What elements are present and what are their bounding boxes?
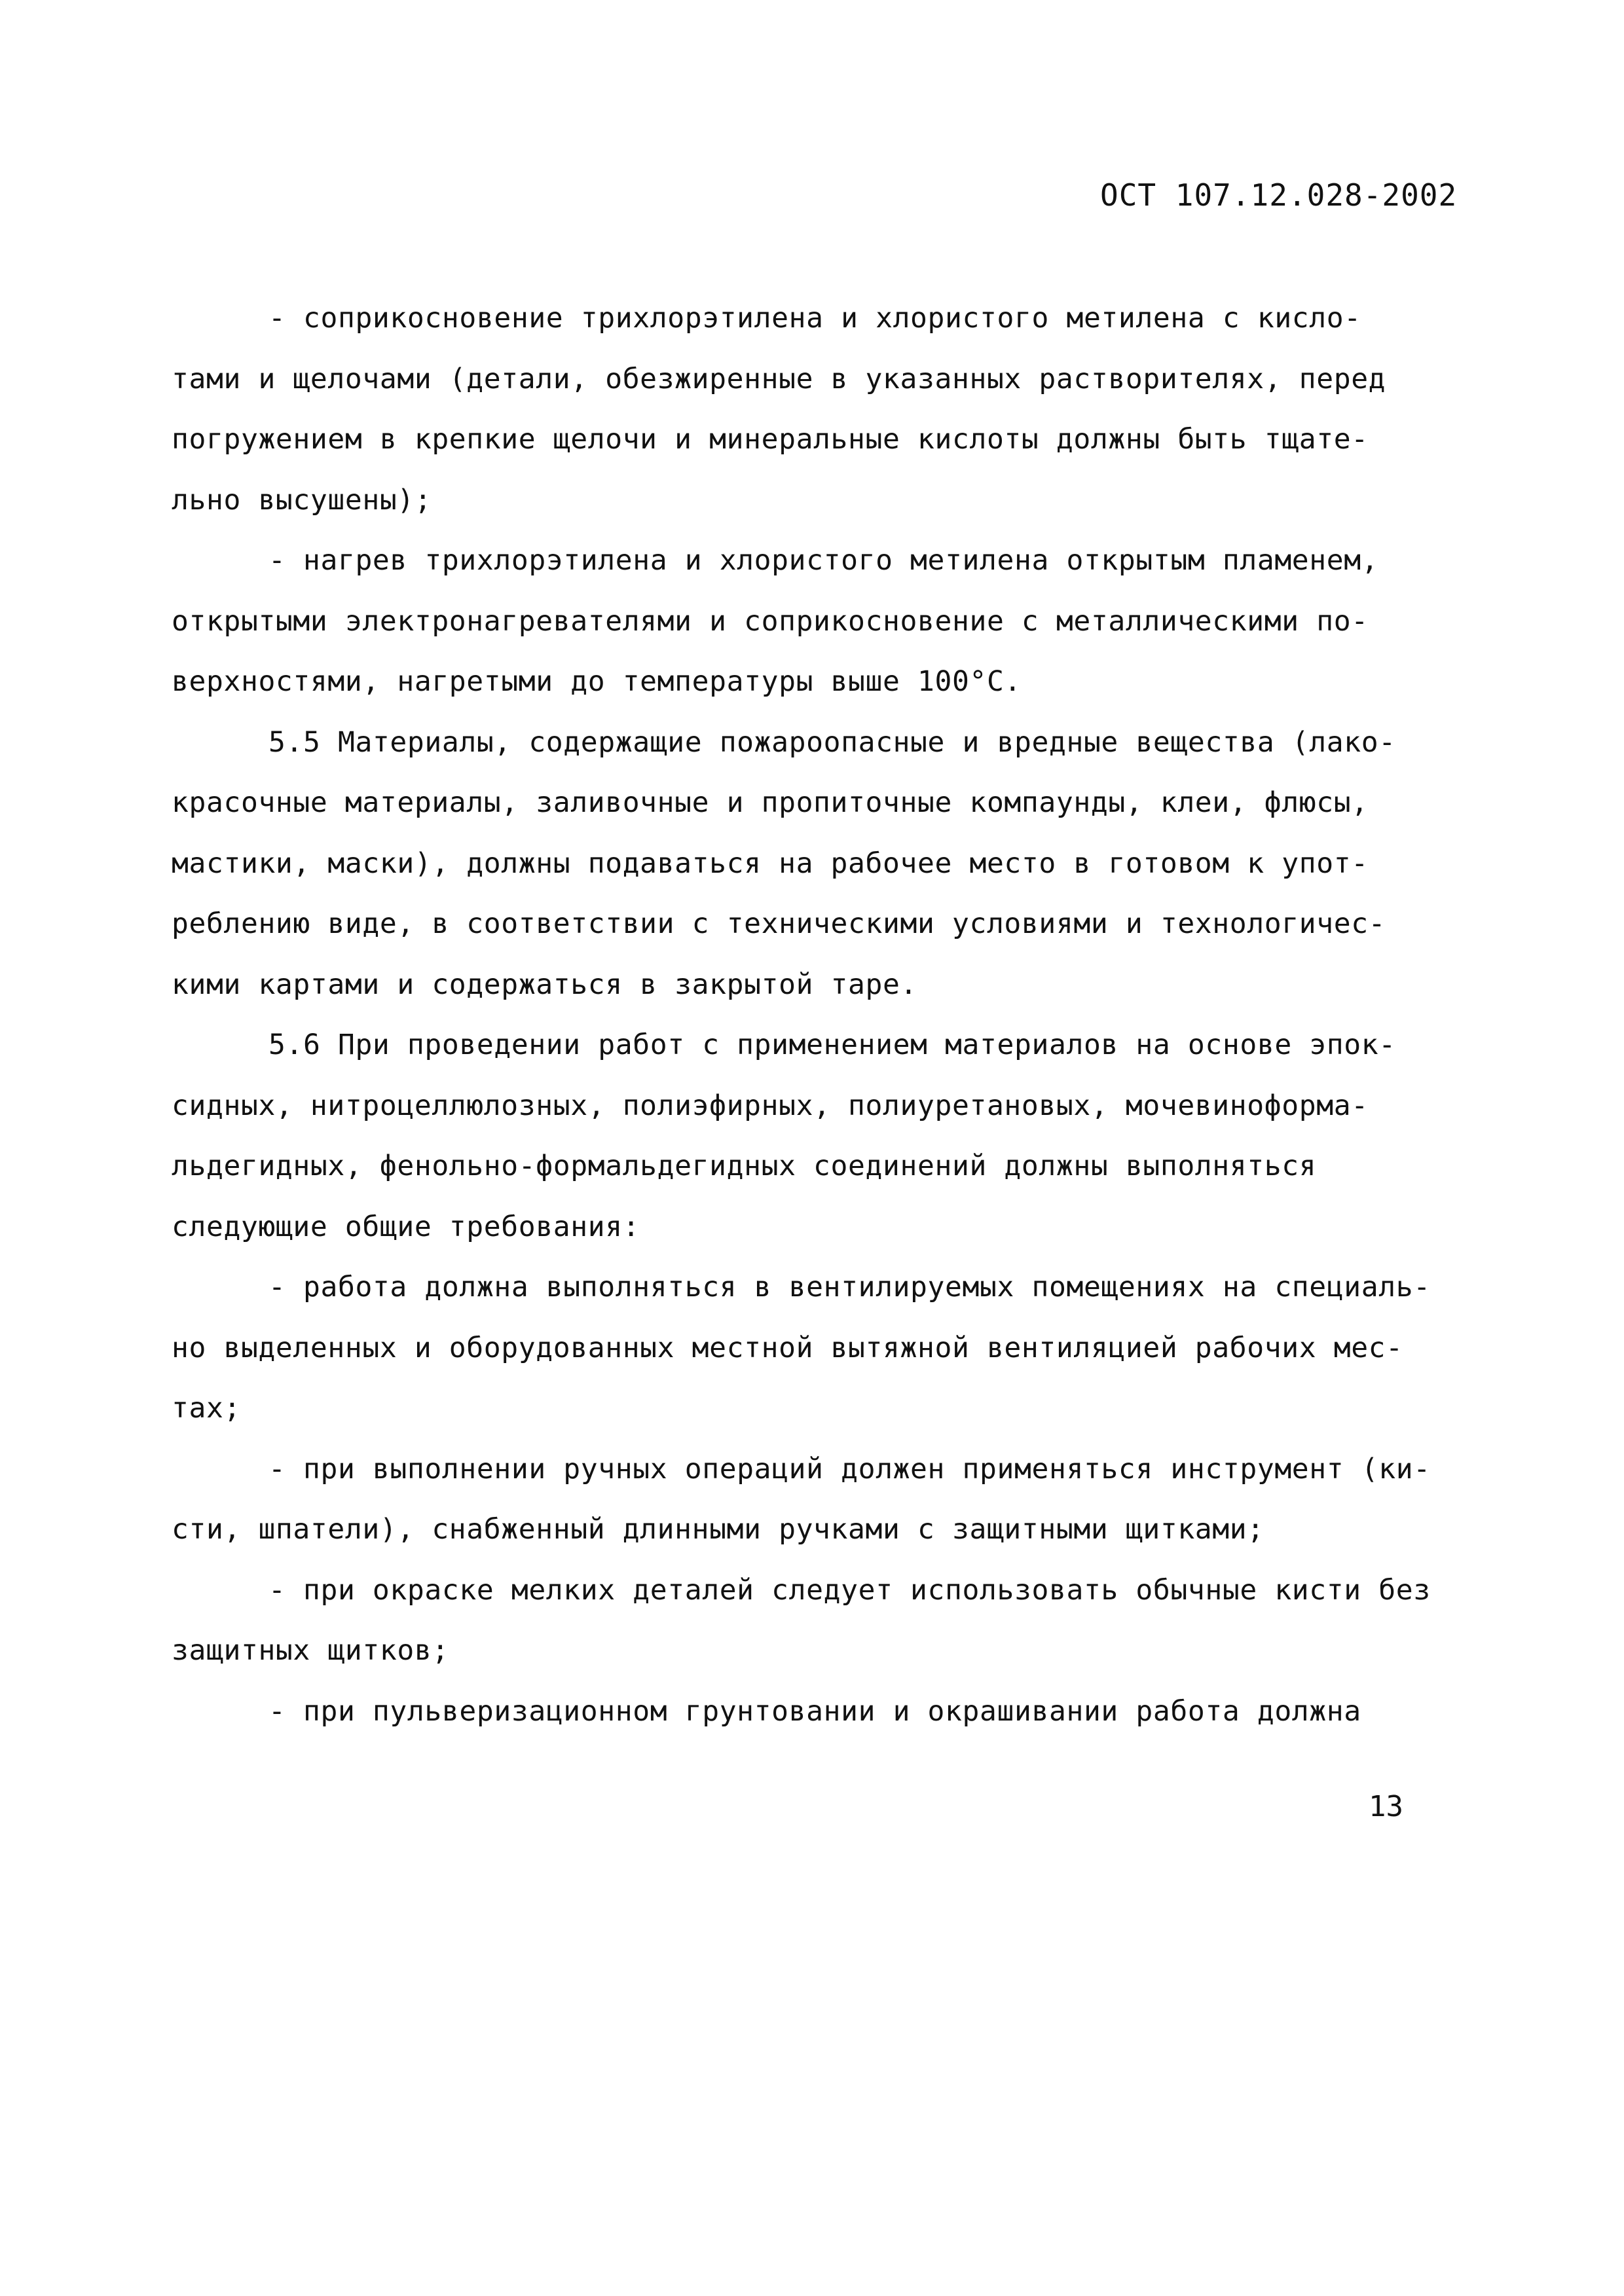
- text-line: - при окраске мелких деталей следует использовать обычные кисти без: [268, 1573, 1431, 1607]
- text-line: мастики, маски), должны подаваться на рабочее место в готовом к упот-: [172, 847, 1369, 880]
- text-line: но выделенных и оборудованных местной вытяжной вентиляцией рабочих мес-: [172, 1331, 1403, 1364]
- paragraph-ventilation: [172, 1257, 1481, 1439]
- document-body: [172, 288, 1481, 1741]
- paragraph-small-parts: [172, 1560, 1481, 1681]
- paragraph-spray-priming: [172, 1681, 1481, 1742]
- text-line: 5.5 Материалы, содержащие пожароопасные и вредные вещества (лако-: [268, 725, 1396, 759]
- text-line: кими картами и содержаться в закрытой таре.: [172, 968, 917, 1001]
- text-line: - работа должна выполняться в вентилируемых помещениях на специаль-: [268, 1271, 1431, 1303]
- page-number: 13: [1369, 1790, 1403, 1823]
- text-line: следующие общие требования:: [172, 1210, 640, 1243]
- text-line: реблению виде, в соответствии с техническими условиями и технологичес-: [172, 907, 1386, 940]
- text-line: погружением в крепкие щелочи и минеральные кислоты должны быть тщате-: [172, 423, 1369, 456]
- text-line: льно высушены);: [172, 483, 432, 517]
- text-line: 5.6 При проведении работ с применением материалов на основе эпок-: [268, 1029, 1396, 1061]
- text-line: - соприкосновение трихлорэтилена и хлористого метилена с кисло-: [268, 302, 1361, 335]
- paragraph-heating: [172, 530, 1481, 712]
- text-line: верхностями, нагретыми до температуры выше 100°С.: [172, 665, 1022, 698]
- text-line: - при выполнении ручных операций должен применяться инструмент (ки-: [268, 1452, 1431, 1485]
- text-line: тах;: [172, 1392, 241, 1425]
- text-line: тами и щелочами (детали, обезжиренные в указанных растворителях, перед: [172, 362, 1386, 395]
- paragraph-trichloroethylene-contact: [172, 288, 1481, 530]
- text-line: сидных, нитроцеллюлозных, полиэфирных, полиуретановых, мочевиноформа-: [172, 1089, 1369, 1122]
- text-line: - при пульверизационном грунтовании и окрашивании работа должна: [268, 1694, 1361, 1728]
- document-code-header: ОСТ 107.12.028-2002: [1100, 177, 1458, 213]
- text-line: - нагрев трихлорэтилена и хлористого метилена открытым пламенем,: [268, 544, 1379, 577]
- paragraph-5-6: [172, 1015, 1481, 1257]
- text-line: красочные материалы, заливочные и пропиточные компаунды, клеи, флюсы,: [172, 786, 1369, 819]
- text-line: льдегидных, фенольно-формальдегидных соединений должны выполняться: [172, 1150, 1317, 1182]
- paragraph-5-5: [172, 712, 1481, 1015]
- text-line: сти, шпатели), снабженный длинными ручками с защитными щитками;: [172, 1513, 1264, 1546]
- text-line: открытыми электронагревателями и соприкосновение с металлическими по-: [172, 604, 1369, 638]
- text-line: защитных щитков;: [172, 1634, 449, 1667]
- paragraph-manual-operations: [172, 1439, 1481, 1560]
